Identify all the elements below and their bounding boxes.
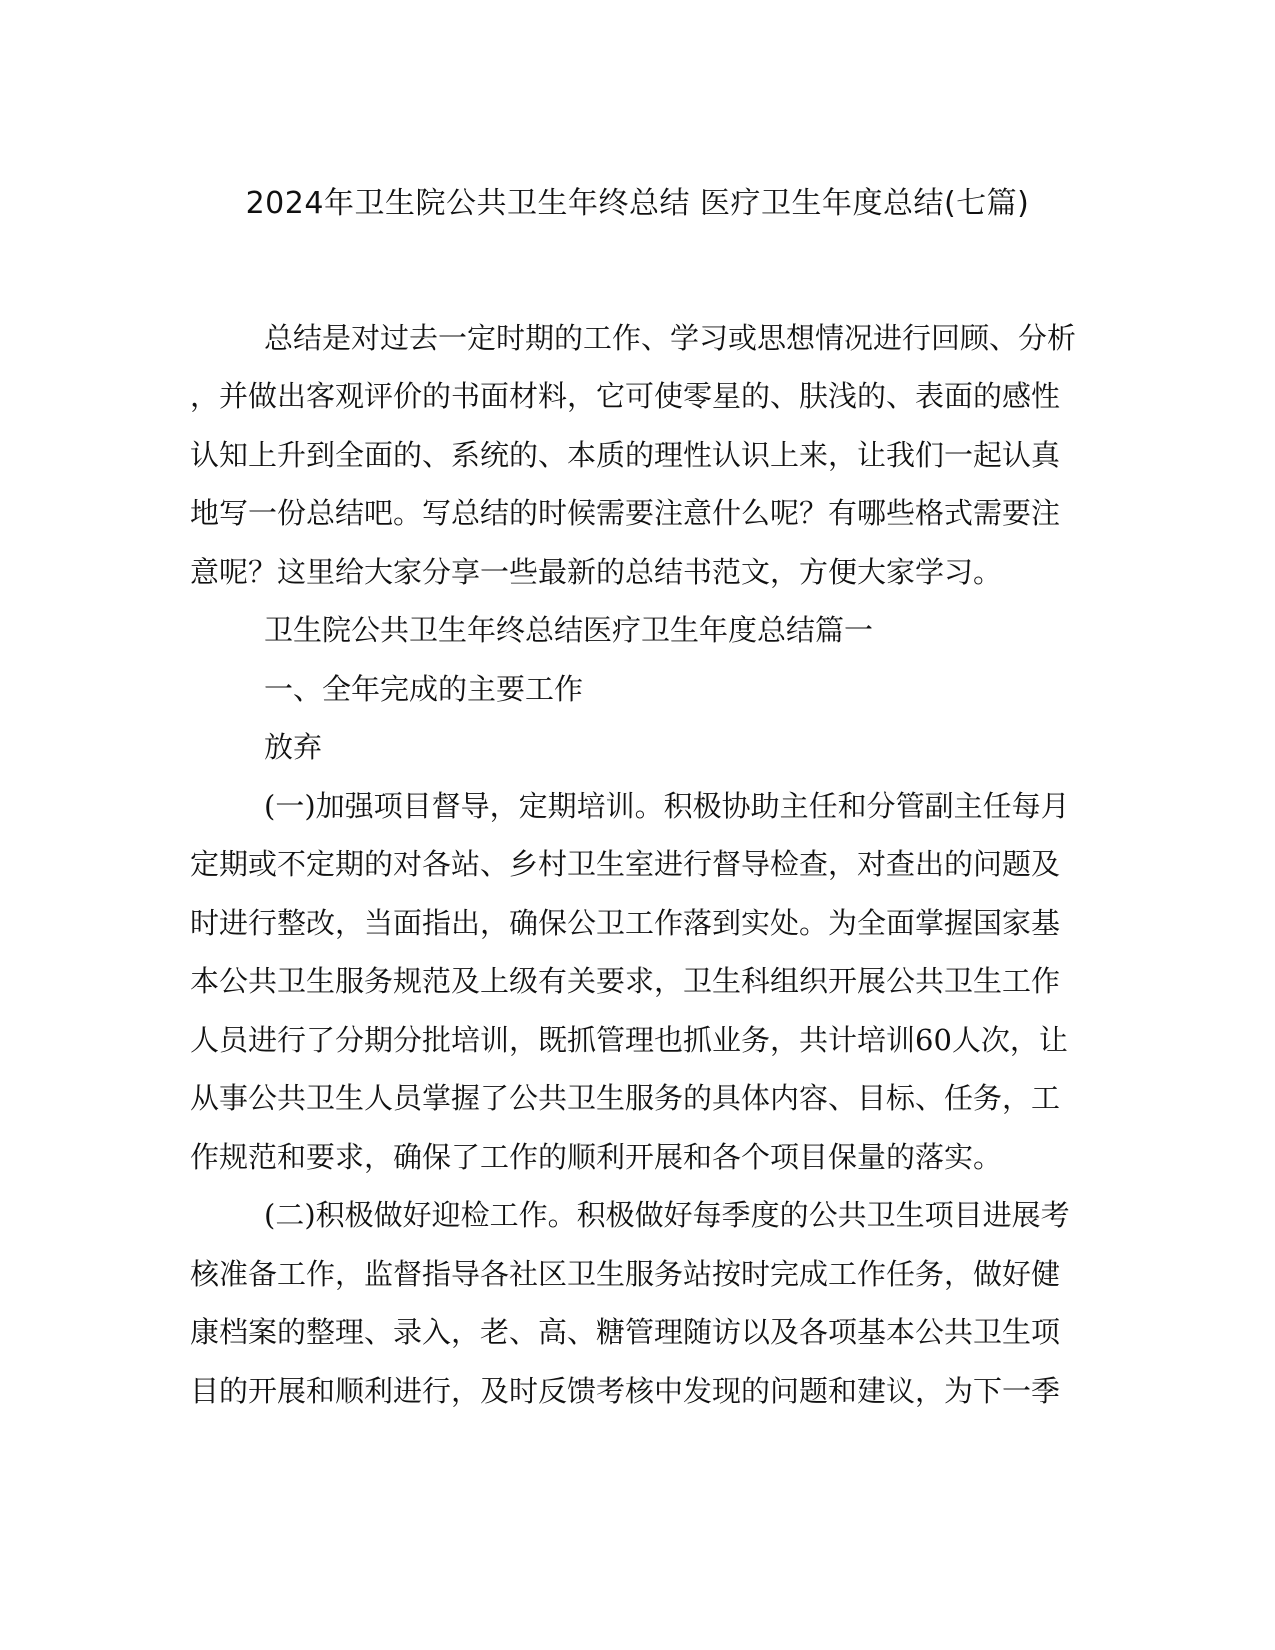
intro-line-2: ，并做出客观评价的书面材料，它可使零星的、肤浅的、表面的感性 [190,379,1061,413]
paragraph-1-line-3: 时进行整改，当面指出，确保公卫工作落到实处。为全面掌握国家基 [190,906,1061,940]
intro-line-4: 地写一份总结吧。写总结的时候需要注意什么呢？有哪些格式需要注 [190,496,1061,530]
paragraph-1-line-6: 从事公共卫生人员掌握了公共卫生服务的具体内容、目标、任务，工 [190,1081,1061,1115]
subsection-heading: 一、全年完成的主要工作 [264,672,584,706]
paragraph-2-line-1: (二)积极做好迎检工作。积极做好每季度的公共卫生项目进展考 [264,1198,1070,1232]
paragraph-2-line-4: 目的开展和顺利进行，及时反馈考核中发现的问题和建议，为下一季 [190,1374,1061,1408]
document-title: 2024年卫生院公共卫生年终总结 医疗卫生年度总结(七篇) [245,186,1030,221]
paragraph-1-line-1: (一)加强项目督导，定期培训。积极协助主任和分管副主任每月 [264,789,1070,823]
intro-line-3: 认知上升到全面的、系统的、本质的理性认识上来，让我们一起认真 [190,438,1061,472]
paragraph-1-line-4: 本公共卫生服务规范及上级有关要求，卫生科组织开展公共卫生工作 [190,964,1061,998]
section-heading: 卫生院公共卫生年终总结医疗卫生年度总结篇一 [264,613,874,647]
paragraph-1-line-5: 人员进行了分期分批培训，既抓管理也抓业务，共计培训60人次，让 [190,1023,1068,1057]
intro-line-1: 总结是对过去一定时期的工作、学习或思想情况进行回顾、分析 [264,321,1077,355]
short-line: 放弃 [264,730,323,764]
paragraph-2-line-2: 核准备工作，监督指导各社区卫生服务站按时完成工作任务，做好健 [190,1257,1061,1291]
paragraph-2-line-3: 康档案的整理、录入，老、高、糖管理随访以及各项基本公共卫生项 [190,1315,1061,1349]
paragraph-1-line-2: 定期或不定期的对各站、乡村卫生室进行督导检查，对查出的问题及 [190,847,1061,881]
paragraph-1-line-7: 作规范和要求，确保了工作的顺利开展和各个项目保量的落实。 [190,1140,1003,1174]
intro-line-5: 意呢？这里给大家分享一些最新的总结书范文，方便大家学习。 [190,555,1003,589]
